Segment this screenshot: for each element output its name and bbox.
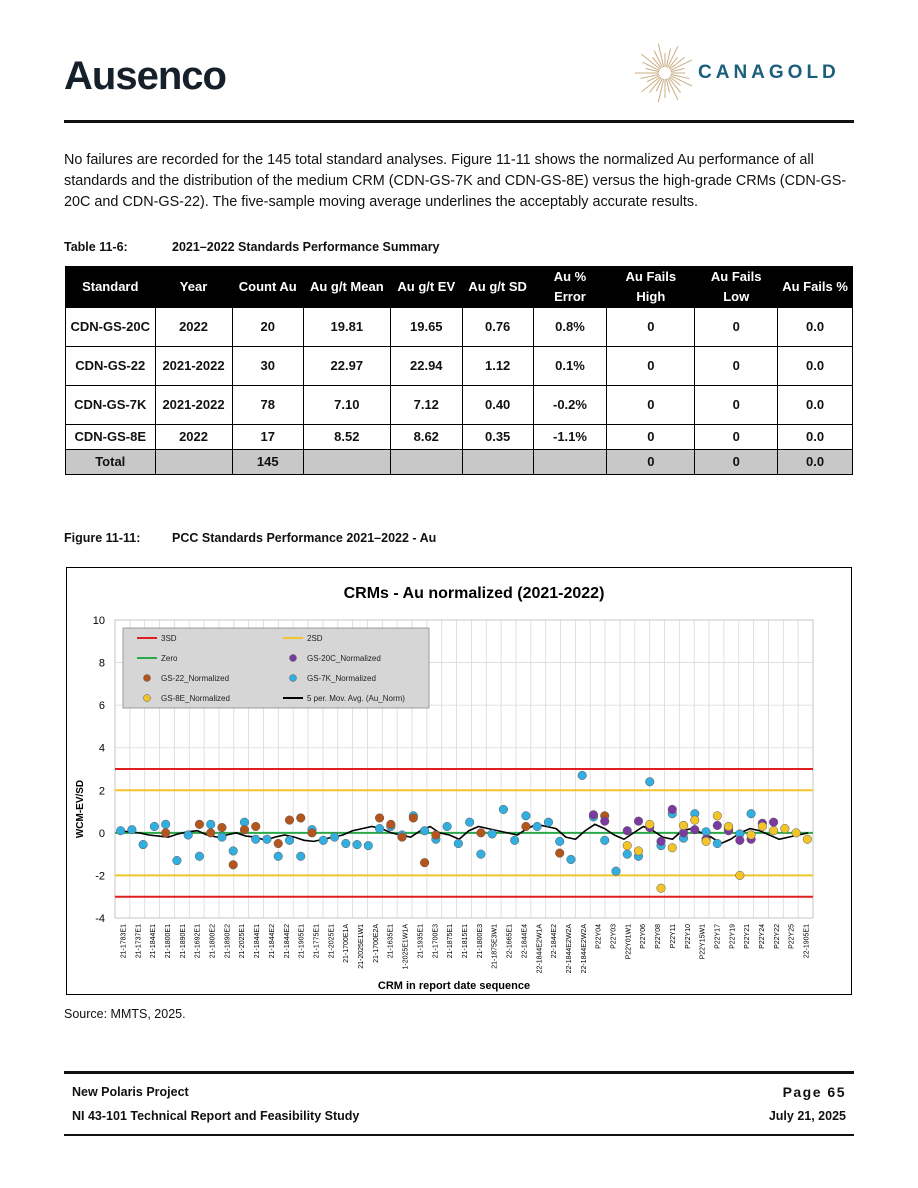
table-header-cell: Year bbox=[155, 267, 232, 308]
data-point bbox=[296, 814, 305, 823]
table-cell: 19.65 bbox=[390, 308, 462, 347]
data-point bbox=[578, 771, 587, 780]
x-axis-label: CRM in report date sequence bbox=[377, 980, 531, 992]
data-point bbox=[555, 837, 564, 846]
data-point bbox=[296, 852, 305, 861]
table-total-cell: 145 bbox=[232, 450, 303, 475]
legend-label: GS-8E_Normalized bbox=[161, 694, 230, 703]
table-cell: 0 bbox=[695, 386, 778, 425]
table-total-row bbox=[66, 450, 853, 475]
table-cell: 2021-2022 bbox=[155, 386, 232, 425]
chart-title: CRMs - Au normalized (2021-2022) bbox=[343, 585, 605, 602]
legend-label: GS-22_Normalized bbox=[161, 674, 230, 683]
table-total-cell: Total bbox=[66, 450, 156, 475]
table-cell: 2022 bbox=[155, 425, 232, 450]
x-tick-label: 22-1844E4 bbox=[521, 924, 529, 959]
data-point bbox=[161, 820, 170, 829]
data-point bbox=[600, 817, 609, 826]
table-header-cell: Au % Error bbox=[533, 267, 607, 308]
x-tick-label: 1-2025E1W1A bbox=[402, 924, 410, 970]
x-tick-label: 21-1815E1 bbox=[462, 924, 469, 959]
data-point bbox=[668, 843, 677, 852]
data-point bbox=[161, 829, 170, 838]
table-cell: 0.8% bbox=[533, 308, 607, 347]
table-cell: CDN-GS-22 bbox=[66, 347, 156, 386]
x-tick-label: 21-1700E1A bbox=[343, 924, 351, 963]
table-title: 2021–2022 Standards Performance Summary bbox=[172, 240, 440, 254]
table-header-cell: Au Fails Low bbox=[695, 267, 778, 308]
x-tick-label: 21-1800E2 bbox=[209, 924, 217, 959]
x-tick-label: P22Y11 bbox=[669, 924, 677, 949]
data-point bbox=[522, 812, 531, 821]
data-point bbox=[781, 824, 790, 833]
data-point bbox=[375, 814, 384, 823]
x-tick-label: 22-1905E1 bbox=[803, 924, 811, 959]
data-point bbox=[477, 829, 486, 838]
x-tick-label: 21-2025E1 bbox=[328, 924, 336, 959]
data-point bbox=[634, 817, 643, 826]
data-point bbox=[567, 855, 576, 864]
data-point bbox=[206, 829, 215, 838]
data-point bbox=[499, 805, 508, 814]
data-point bbox=[150, 822, 159, 831]
data-point bbox=[533, 822, 542, 831]
x-tick-label: P22Y15W1 bbox=[699, 924, 707, 960]
table-total-cell bbox=[303, 450, 390, 475]
table-cell: 0 bbox=[607, 425, 695, 450]
y-tick-label: 2 bbox=[98, 785, 105, 798]
data-point bbox=[229, 847, 238, 856]
data-point bbox=[409, 814, 418, 823]
table-cell: 0.0 bbox=[778, 308, 853, 347]
data-point bbox=[645, 777, 654, 786]
x-tick-label: 22-1665E1 bbox=[506, 924, 514, 959]
table-cell: 8.52 bbox=[303, 425, 390, 450]
footer-rule-bottom bbox=[64, 1134, 854, 1136]
legend-swatch bbox=[144, 695, 151, 702]
sunburst-ray bbox=[671, 74, 690, 78]
legend-label: Zero bbox=[161, 654, 178, 663]
x-tick-label: P22Y21 bbox=[744, 924, 752, 949]
data-point bbox=[600, 836, 609, 845]
data-point bbox=[341, 839, 350, 848]
table-cell: 7.10 bbox=[303, 386, 390, 425]
x-tick-label: 21-1890E1 bbox=[179, 924, 187, 959]
canagold-sunburst-icon bbox=[632, 40, 698, 106]
x-tick-label: 21-1875E1 bbox=[447, 924, 455, 959]
intro-paragraph: No failures are recorded for the 145 total standard analyses. Figure 11-11 shows the normalized Au performance of all standards and the distribution of the medium CRM (CDN-GS-7K and CDN-GS-8E) versus the high-grade CRMs (CDN-GS-20C and CDN-GS-22). The five-sample moving average underlines the acceptably accurate results. bbox=[64, 152, 847, 210]
x-tick-label: 21-2025E1W1 bbox=[358, 924, 366, 969]
figure-title: PCC Standards Performance 2021–2022 - Au bbox=[172, 531, 437, 545]
data-point bbox=[713, 839, 722, 848]
canagold-logo: CANAGOLD bbox=[698, 62, 840, 83]
x-tick-label: 21-1844E1 bbox=[254, 924, 262, 959]
x-tick-label: P22Y22 bbox=[773, 924, 781, 949]
data-point bbox=[443, 822, 452, 831]
data-point bbox=[623, 841, 632, 850]
figure-caption bbox=[64, 531, 436, 545]
ausenco-logo: Ausenco bbox=[64, 54, 226, 98]
x-tick-label: 21-1905E1 bbox=[298, 924, 306, 959]
data-point bbox=[285, 836, 294, 845]
x-tick-label: 21-1844E2 bbox=[268, 924, 276, 959]
x-tick-label: 22-1844E2 bbox=[551, 924, 559, 959]
legend-label: 5 per. Mov. Avg. (Au_Norm) bbox=[307, 694, 405, 703]
data-point bbox=[668, 805, 677, 814]
data-point bbox=[522, 822, 531, 831]
legend bbox=[123, 628, 429, 708]
legend-swatch bbox=[290, 655, 297, 662]
data-point bbox=[657, 884, 666, 893]
data-point bbox=[251, 835, 260, 844]
table-cell: 0.76 bbox=[462, 308, 533, 347]
table-cell: 0.40 bbox=[462, 386, 533, 425]
x-tick-label: P22Y19 bbox=[729, 924, 737, 949]
data-point bbox=[206, 820, 215, 829]
x-tick-label: 21-1935E1 bbox=[417, 924, 425, 959]
data-point bbox=[589, 810, 598, 819]
table-cell: 0 bbox=[607, 347, 695, 386]
table-cell: 0.0 bbox=[778, 425, 853, 450]
standards-table bbox=[65, 266, 853, 475]
header-rule bbox=[64, 120, 854, 123]
table-cell: 78 bbox=[232, 386, 303, 425]
data-point bbox=[747, 809, 756, 818]
table-cell: 22.97 bbox=[303, 347, 390, 386]
chart-frame bbox=[66, 567, 852, 995]
data-point bbox=[555, 849, 564, 858]
table-header-cell: Standard bbox=[66, 267, 156, 308]
table-cell: 22.94 bbox=[390, 347, 462, 386]
data-point bbox=[274, 852, 283, 861]
sunburst-ray bbox=[641, 74, 660, 78]
data-point bbox=[173, 856, 182, 865]
data-point bbox=[769, 826, 778, 835]
table-cell: CDN-GS-20C bbox=[66, 308, 156, 347]
table-cell: 0.0 bbox=[778, 347, 853, 386]
data-point bbox=[251, 822, 260, 831]
legend-label: GS-7K_Normalized bbox=[307, 674, 376, 683]
data-point bbox=[432, 831, 441, 840]
table-cell: 19.81 bbox=[303, 308, 390, 347]
table-row bbox=[66, 347, 853, 386]
table-header-cell: Au g/t Mean bbox=[303, 267, 390, 308]
table-cell: 0 bbox=[607, 308, 695, 347]
table-number: Table 11-6: bbox=[64, 240, 128, 254]
x-tick-label: 21-1700E2A bbox=[372, 924, 380, 963]
data-point bbox=[465, 818, 474, 827]
table-row bbox=[66, 308, 853, 347]
x-tick-label: 22-1844E2W2A bbox=[580, 924, 588, 974]
data-point bbox=[195, 820, 204, 829]
data-point bbox=[364, 841, 373, 850]
data-point bbox=[330, 833, 339, 842]
y-axis-label: WCM-EV/SD bbox=[75, 779, 86, 839]
legend-label: 2SD bbox=[307, 634, 323, 643]
table-cell: 30 bbox=[232, 347, 303, 386]
legend-swatch bbox=[144, 675, 151, 682]
x-tick-label: 21-1844E2 bbox=[283, 924, 291, 959]
data-point bbox=[240, 825, 249, 834]
x-tick-label: 21-1700E3 bbox=[432, 924, 440, 959]
table-cell: 0.0 bbox=[778, 386, 853, 425]
figure-source: Source: MMTS, 2025. bbox=[64, 1007, 186, 1021]
x-tick-label: P22Y17 bbox=[714, 924, 722, 949]
x-tick-label: 21-1692E1 bbox=[194, 924, 202, 959]
y-tick-label: -4 bbox=[95, 913, 105, 925]
data-point bbox=[758, 822, 767, 831]
data-point bbox=[713, 812, 722, 821]
data-point bbox=[454, 839, 463, 848]
figure-number: Figure 11-11: bbox=[64, 531, 141, 545]
data-point bbox=[736, 871, 745, 880]
data-point bbox=[398, 833, 407, 842]
data-point bbox=[736, 836, 745, 845]
table-header-cell: Au g/t SD bbox=[462, 267, 533, 308]
table-cell: -0.2% bbox=[533, 386, 607, 425]
table-row bbox=[66, 425, 853, 450]
y-tick-label: 8 bbox=[98, 657, 105, 670]
data-point bbox=[510, 836, 519, 845]
x-tick-label: 21-1737E1 bbox=[135, 924, 143, 959]
data-point bbox=[375, 824, 384, 833]
data-point bbox=[690, 825, 699, 834]
x-tick-label: 21-1800E1 bbox=[164, 924, 172, 959]
table-header-cell: Au Fails High bbox=[607, 267, 695, 308]
data-point bbox=[218, 833, 227, 842]
table-row bbox=[66, 386, 853, 425]
footer-page: Page 65 bbox=[782, 1084, 846, 1100]
table-total-cell bbox=[462, 450, 533, 475]
data-point bbox=[477, 850, 486, 859]
data-point bbox=[747, 831, 756, 840]
table-cell: 7.12 bbox=[390, 386, 462, 425]
data-point bbox=[657, 837, 666, 846]
data-point bbox=[420, 858, 429, 867]
data-point bbox=[713, 821, 722, 830]
table-cell: 0 bbox=[695, 308, 778, 347]
table-cell: 8.62 bbox=[390, 425, 462, 450]
data-point bbox=[679, 821, 688, 830]
data-point bbox=[623, 826, 632, 835]
y-tick-label: 4 bbox=[98, 742, 105, 755]
x-tick-label: 22-1844E2W1A bbox=[536, 924, 544, 974]
data-point bbox=[285, 816, 294, 825]
data-point bbox=[690, 816, 699, 825]
x-tick-label: 21-1775E1 bbox=[313, 924, 321, 959]
legend-label: 3SD bbox=[161, 634, 177, 643]
table-cell: 0.1% bbox=[533, 347, 607, 386]
data-point bbox=[184, 831, 193, 840]
table-total-cell: 0 bbox=[695, 450, 778, 475]
y-tick-label: 6 bbox=[98, 700, 105, 713]
data-point bbox=[274, 839, 283, 848]
data-point bbox=[116, 826, 125, 835]
table-header-cell: Au g/t EV bbox=[390, 267, 462, 308]
data-point bbox=[308, 829, 317, 838]
data-point bbox=[612, 867, 621, 876]
x-tick-label: P22Y25 bbox=[788, 924, 796, 949]
x-tick-label: 21-1783E1 bbox=[120, 924, 128, 959]
table-cell: 1.12 bbox=[462, 347, 533, 386]
y-tick-label: -2 bbox=[95, 870, 105, 883]
y-tick-label: 10 bbox=[92, 615, 105, 627]
data-point bbox=[218, 823, 227, 832]
crm-chart bbox=[67, 568, 851, 994]
data-point bbox=[195, 852, 204, 861]
data-point bbox=[623, 850, 632, 859]
data-point bbox=[769, 818, 778, 827]
x-tick-label: P22Y06 bbox=[640, 924, 648, 949]
table-cell: 2022 bbox=[155, 308, 232, 347]
data-point bbox=[645, 820, 654, 829]
data-point bbox=[387, 820, 396, 829]
table-cell: 17 bbox=[232, 425, 303, 450]
footer-date: July 21, 2025 bbox=[768, 1109, 846, 1123]
data-point bbox=[263, 835, 272, 844]
table-header-cell: Count Au bbox=[232, 267, 303, 308]
table-cell: 0 bbox=[695, 425, 778, 450]
x-tick-label: P22Y01W1 bbox=[625, 924, 633, 960]
data-point bbox=[803, 835, 812, 844]
table-cell: CDN-GS-7K bbox=[66, 386, 156, 425]
table-header-cell: Au Fails % bbox=[778, 267, 853, 308]
x-tick-label: P22Y10 bbox=[684, 924, 692, 949]
table-cell: 0 bbox=[695, 347, 778, 386]
y-tick-label: 0 bbox=[98, 827, 105, 840]
table-total-cell bbox=[155, 450, 232, 475]
data-point bbox=[319, 836, 328, 845]
data-point bbox=[488, 830, 497, 839]
x-tick-label: P22Y08 bbox=[655, 924, 663, 949]
data-point bbox=[544, 818, 553, 827]
x-tick-label: 21-2025E1 bbox=[239, 924, 247, 959]
footer-report: NI 43-101 Technical Report and Feasibility Study bbox=[72, 1109, 360, 1123]
x-tick-label: 21-1844E1 bbox=[150, 924, 158, 959]
table-cell: 0.35 bbox=[462, 425, 533, 450]
footer-rule-top bbox=[64, 1071, 854, 1074]
x-tick-label: P22Y24 bbox=[759, 924, 767, 949]
data-point bbox=[702, 837, 711, 846]
x-tick-label: P22Y04 bbox=[595, 924, 603, 949]
table-total-cell bbox=[390, 450, 462, 475]
table-cell: 0 bbox=[607, 386, 695, 425]
data-point bbox=[128, 825, 137, 834]
table-total-cell: 0.0 bbox=[778, 450, 853, 475]
table-total-cell bbox=[533, 450, 607, 475]
data-point bbox=[420, 826, 429, 835]
table-total-cell: 0 bbox=[607, 450, 695, 475]
table-cell: 2021-2022 bbox=[155, 347, 232, 386]
legend-label: GS-20C_Normalized bbox=[307, 654, 381, 663]
x-tick-label: P22Y03 bbox=[610, 924, 618, 949]
table-caption bbox=[64, 240, 440, 254]
footer-project: New Polaris Project bbox=[72, 1085, 189, 1099]
x-tick-label: 21-1800E3 bbox=[476, 924, 484, 959]
data-point bbox=[139, 840, 148, 849]
data-point bbox=[353, 840, 362, 849]
data-point bbox=[724, 822, 733, 831]
x-tick-label: 22-1844E2W2A bbox=[565, 924, 573, 974]
x-tick-label: 21-1875E3W1 bbox=[491, 924, 499, 969]
table-cell: -1.1% bbox=[533, 425, 607, 450]
data-point bbox=[634, 847, 643, 856]
table-cell: 20 bbox=[232, 308, 303, 347]
sunburst-ray bbox=[666, 49, 670, 68]
data-point bbox=[229, 860, 238, 869]
x-tick-label: 21-1890E2 bbox=[224, 924, 232, 959]
table-cell: CDN-GS-8E bbox=[66, 425, 156, 450]
legend-swatch bbox=[290, 675, 297, 682]
data-point bbox=[792, 829, 801, 838]
x-tick-label: 21-1635E1 bbox=[387, 924, 395, 959]
